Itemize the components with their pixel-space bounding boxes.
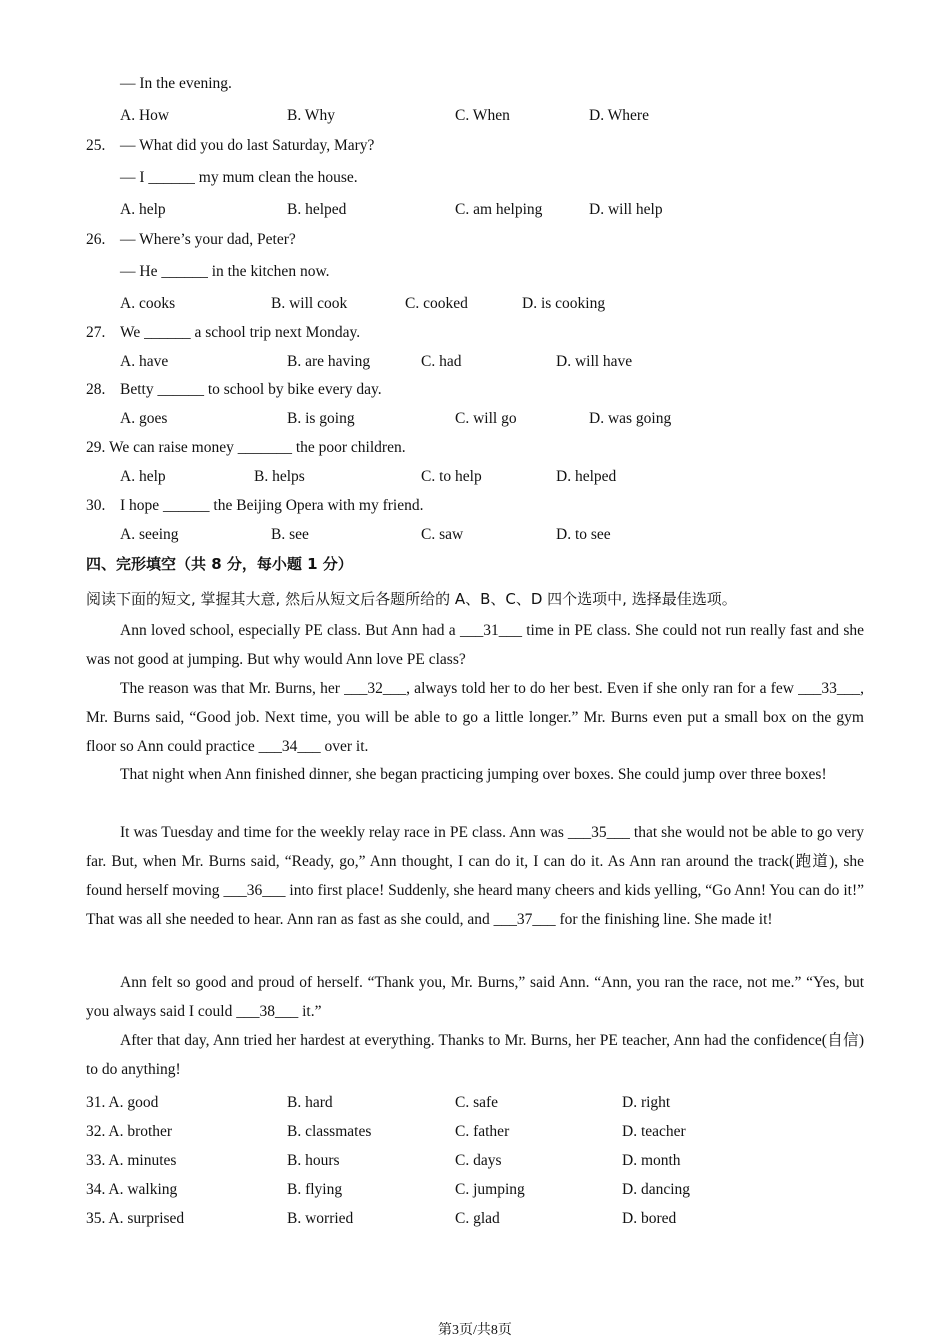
q28-number: 28. [86, 381, 106, 398]
q24-option-b[interactable]: B. Why [287, 107, 335, 124]
q28-option-a[interactable]: A. goes [120, 410, 168, 427]
q28-option-d[interactable]: D. was going [589, 410, 672, 427]
q25-option-d[interactable]: D. will help [589, 201, 663, 218]
q24-option-c[interactable]: C. When [455, 107, 510, 124]
passage-paragraph-5: Ann felt so good and proud of herself. “Thank you, Mr. Burns,” said Ann. “Ann, you ran the race, not me.” “Yes, but you always said I could ___38___ it.” [86, 974, 864, 1020]
q32-option-b[interactable]: B. classmates [287, 1123, 372, 1140]
section-instruction: 阅读下面的短文, 掌握其大意, 然后从短文后各题所给的 A、B、C、D 四个选项中, 选择最佳选项。 [86, 590, 737, 608]
q26-option-c[interactable]: C. cooked [405, 295, 468, 312]
passage-paragraph-4: It was Tuesday and time for the weekly relay race in PE class. Ann was ___35___ that she would not be able to go very far. But, when Mr. Burns said, “Ready, go,” Ann thought, I can do it, I can do it. As Ann ran around the track(跑道), she found herself moving ___36___ into first place! Suddenly, she heard many cheers and kids yelling, “Go Ann! You can do it!” That was all she needed to hear. Ann ran as fast as she could, and ___37___ for the finishing line. She made it! [86, 824, 864, 928]
q29-option-c[interactable]: C. to help [421, 468, 482, 485]
q24-option-a[interactable]: A. How [120, 107, 170, 124]
q27-number: 27. [86, 324, 106, 341]
q29-option-b[interactable]: B. helps [254, 468, 305, 485]
q31-option-d[interactable]: D. right [622, 1094, 671, 1111]
q27-option-c[interactable]: C. had [421, 353, 462, 370]
section-title: 四、完形填空（共 8 分，每小题 1 分） [86, 555, 353, 573]
q24-answer-line: — In the evening. [120, 75, 232, 92]
q33-option-a[interactable]: 33. A. minutes [86, 1152, 177, 1169]
q34-option-d[interactable]: D. dancing [622, 1181, 691, 1198]
q33-option-c[interactable]: C. days [455, 1152, 502, 1169]
q33-option-d[interactable]: D. month [622, 1152, 681, 1169]
page-footer: 第3页/共8页 [438, 1323, 512, 1338]
q25-option-b[interactable]: B. helped [287, 201, 347, 218]
q28-option-c[interactable]: C. will go [455, 410, 517, 427]
q32-option-a[interactable]: 32. A. brother [86, 1123, 173, 1140]
q26-number: 26. [86, 231, 106, 248]
q29-option-d[interactable]: D. helped [556, 468, 617, 485]
q26-line2: — He ______ in the kitchen now. [120, 263, 330, 280]
q35-option-b[interactable]: B. worried [287, 1210, 354, 1227]
q26-option-d[interactable]: D. is cooking [522, 295, 606, 312]
q27-option-d[interactable]: D. will have [556, 353, 633, 370]
q31-option-a[interactable]: 31. A. good [86, 1094, 159, 1111]
q34-option-b[interactable]: B. flying [287, 1181, 343, 1198]
q30-option-a[interactable]: A. seeing [120, 526, 179, 543]
q28-line1: Betty ______ to school by bike every day. [120, 381, 382, 398]
q26-option-b[interactable]: B. will cook [271, 295, 348, 312]
q28-option-b[interactable]: B. is going [287, 410, 355, 427]
q32-option-c[interactable]: C. father [455, 1123, 510, 1140]
q35-option-a[interactable]: 35. A. surprised [86, 1210, 185, 1227]
q31-option-b[interactable]: B. hard [287, 1094, 333, 1111]
passage-paragraph-2: The reason was that Mr. Burns, her ___32___, always told her to do her best. Even if she only ran for a few ___33___, Mr. Burns said, “Good job. Next time, you will be able to go a little longer.” Mr. Burns even put a small box on the gym floor so Ann could practice ___34___ over it. [86, 680, 864, 755]
q27-line1: We ______ a school trip next Monday. [120, 324, 361, 341]
q29-option-a[interactable]: A. help [120, 468, 166, 485]
q27-option-a[interactable]: A. have [120, 353, 169, 370]
passage-paragraph-3: That night when Ann finished dinner, she began practicing jumping over boxes. She could jump over three boxes! [120, 766, 827, 783]
q30-line1: I hope ______ the Beijing Opera with my friend. [120, 497, 424, 514]
passage-paragraph-6: After that day, Ann tried her hardest at everything. Thanks to Mr. Burns, her PE teacher, Ann had the confidence(自信) to do anything! [86, 1032, 864, 1078]
q30-option-d[interactable]: D. to see [556, 526, 611, 543]
q34-option-a[interactable]: 34. A. walking [86, 1181, 178, 1198]
q27-option-b[interactable]: B. are having [287, 353, 371, 370]
q26-line1: — Where’s your dad, Peter? [120, 231, 296, 248]
q33-option-b[interactable]: B. hours [287, 1152, 340, 1169]
q25-line1: — What did you do last Saturday, Mary? [120, 137, 375, 154]
q35-option-d[interactable]: D. bored [622, 1210, 677, 1227]
q34-option-c[interactable]: C. jumping [455, 1181, 525, 1198]
q35-option-c[interactable]: C. glad [455, 1210, 500, 1227]
q26-option-a[interactable]: A. cooks [120, 295, 176, 312]
q25-option-c[interactable]: C. am helping [455, 201, 543, 218]
q32-option-d[interactable]: D. teacher [622, 1123, 686, 1140]
q31-option-c[interactable]: C. safe [455, 1094, 499, 1111]
passage-paragraph-1: Ann loved school, especially PE class. But Ann had a ___31___ time in PE class. She could not run really fast and she was not good at jumping. But why would Ann love PE class? [86, 622, 864, 668]
q30-option-b[interactable]: B. see [271, 526, 309, 543]
q25-line2: — I ______ my mum clean the house. [120, 169, 358, 186]
q25-option-a[interactable]: A. help [120, 201, 166, 218]
q30-option-c[interactable]: C. saw [421, 526, 464, 543]
q24-option-d[interactable]: D. Where [589, 107, 649, 124]
q30-number: 30. [86, 497, 106, 514]
q25-number: 25. [86, 137, 106, 154]
q29-line1: 29. We can raise money _______ the poor children. [86, 439, 406, 456]
